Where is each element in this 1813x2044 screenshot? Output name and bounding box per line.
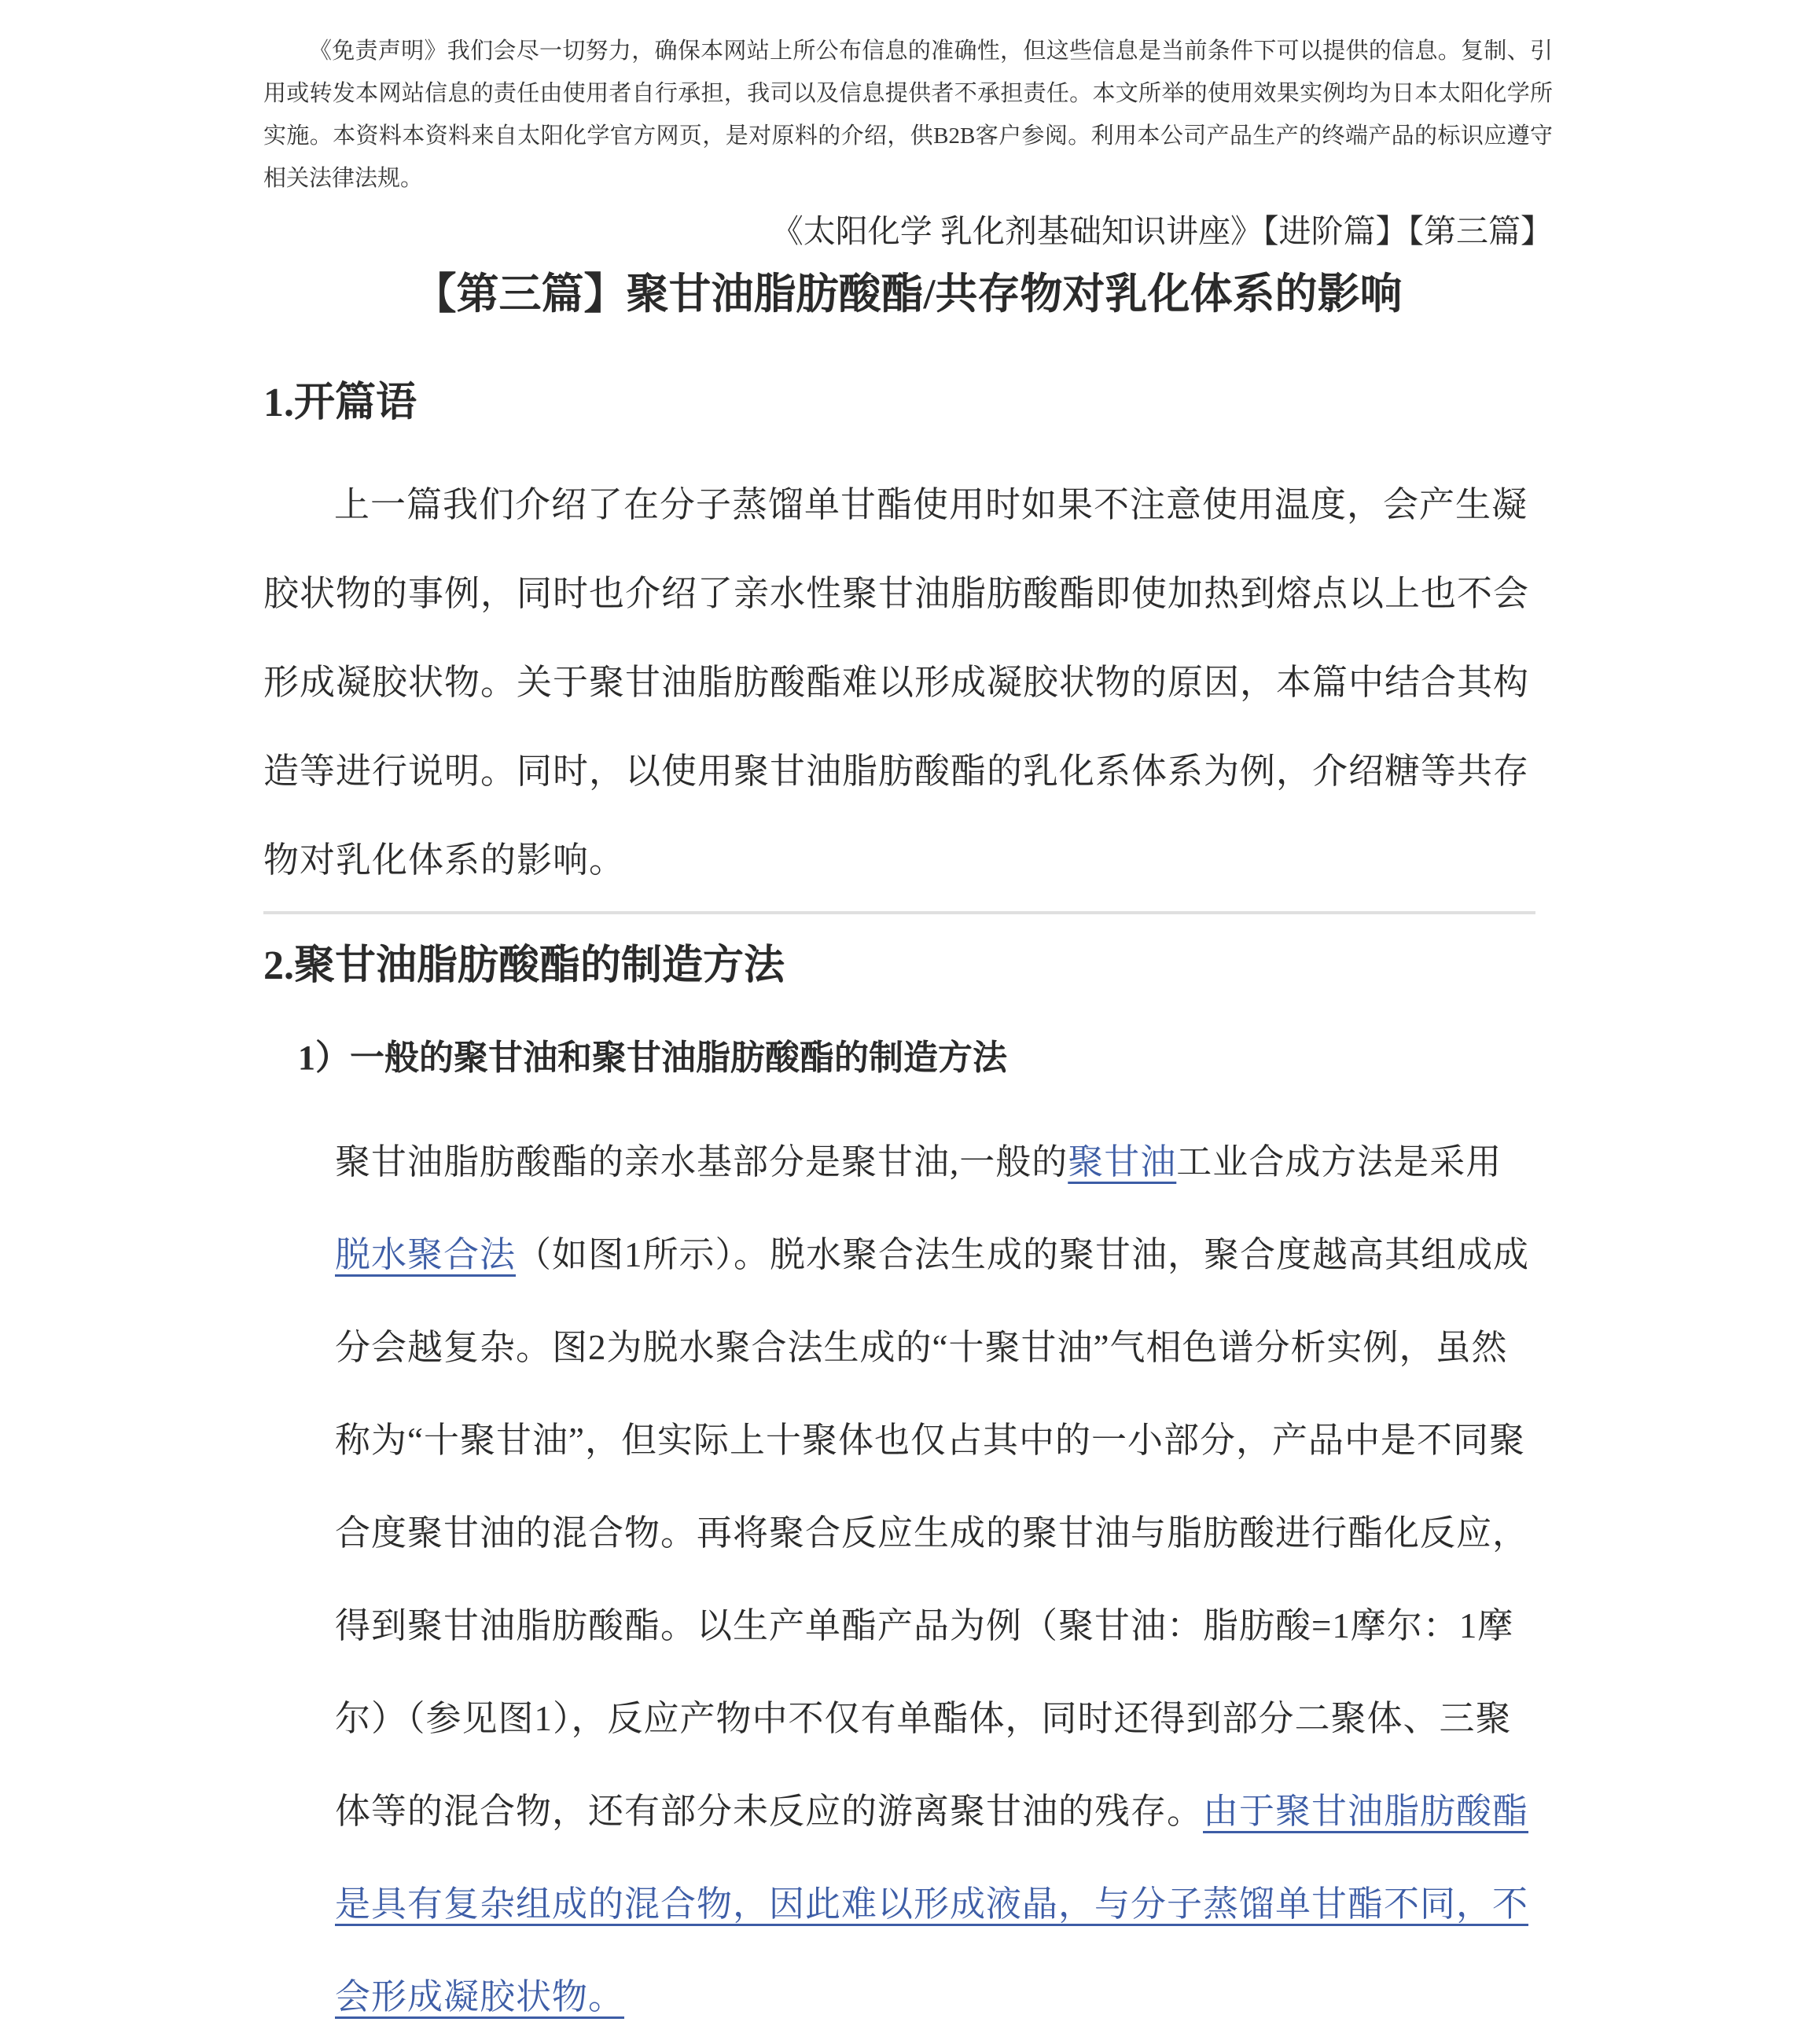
paragraph-text: 上一篇我们介绍了在分子蒸馏单甘酯使用时如果不注意使用温度，会产生凝胶状物的事例，同时也介绍了亲水性聚甘油脂肪酸酯即使加热到熔点以上也不会形成凝胶状物。关于聚甘油脂肪酸酯难以形成凝胶状物的原因，本篇中结合其构造等进行说明。同时，以使用聚甘油脂肪酸酯的乳化系体系为例，介绍糖等共存物对乳化体系的影响。	[263, 484, 1530, 880]
manufacture-paragraph	[335, 1116, 1538, 2043]
paragraph-text: 聚甘油脂肪酸酯的亲水基部分是聚甘油,一般的	[335, 1141, 1068, 1182]
subsection-heading-general-method: 1）一般的聚甘油和聚甘油脂肪酸酯的制造方法	[298, 1039, 1007, 1078]
disclaimer-text: 《免责声明》我们会尽一切努力，确保本网站上所公布信息的准确性，但这些信息是当前条件下可以提供的信息。复制、引用或转发本网站信息的责任由使用者自行承担，我司以及信息提供者不承担责任。本文所举的使用效果实例均为日本太阳化学所实施。本资料本资料来自太阳化学官方网页，是对原料的介绍，供B2B客户参阅。利用本公司产品生产的终端产品的标识应遵守相关法律法规。	[263, 39, 1553, 191]
series-source-line: 《太阳化学 乳化剂基础知识讲座》【进阶篇】【第三篇】	[770, 213, 1553, 249]
opening-paragraph	[263, 461, 1553, 905]
paragraph-text: 工业合成方法是采用	[1176, 1141, 1502, 1182]
page-title: 【第三篇】聚甘油脂肪酸酯/共存物对乳化体系的影响	[414, 270, 1403, 318]
section-divider	[263, 911, 1535, 914]
section-heading-opening: 1.开篇语	[263, 380, 417, 425]
inline-link[interactable]: 脱水聚合法	[335, 1234, 517, 1274]
inline-link[interactable]: 由于聚甘油脂肪酸酯是具有复杂组成的混合物，因此难以形成液晶，与分子蒸馏单甘酯不同，不会形成凝胶状物。	[335, 1791, 1529, 2016]
section-heading-manufacture: 2.聚甘油脂肪酸酯的制造方法	[263, 943, 785, 988]
inline-link[interactable]: 聚甘油	[1068, 1141, 1177, 1182]
paragraph-text: （如图1所示）。脱水聚合法生成的聚甘油，聚合度越高其组成成分会越复杂。图2为脱水聚合法生成的“十聚甘油”气相色谱分析实例，虽然称为“十聚甘油”，但实际上十聚体也仅占其中的一小部分，产品中是不同聚合度聚甘油的混合物。再将聚合反应生成的聚甘油与脂肪酸进行酯化反应，得到聚甘油脂肪酸酯。以生产单酯产品为例（聚甘油：脂肪酸=1摩尔：1摩尔）（参见图1），反应产物中不仅有单酯体，同时还得到部分二聚体、三聚体等的混合物，还有部分未反应的游离聚甘油的残存。	[335, 1234, 1530, 1831]
